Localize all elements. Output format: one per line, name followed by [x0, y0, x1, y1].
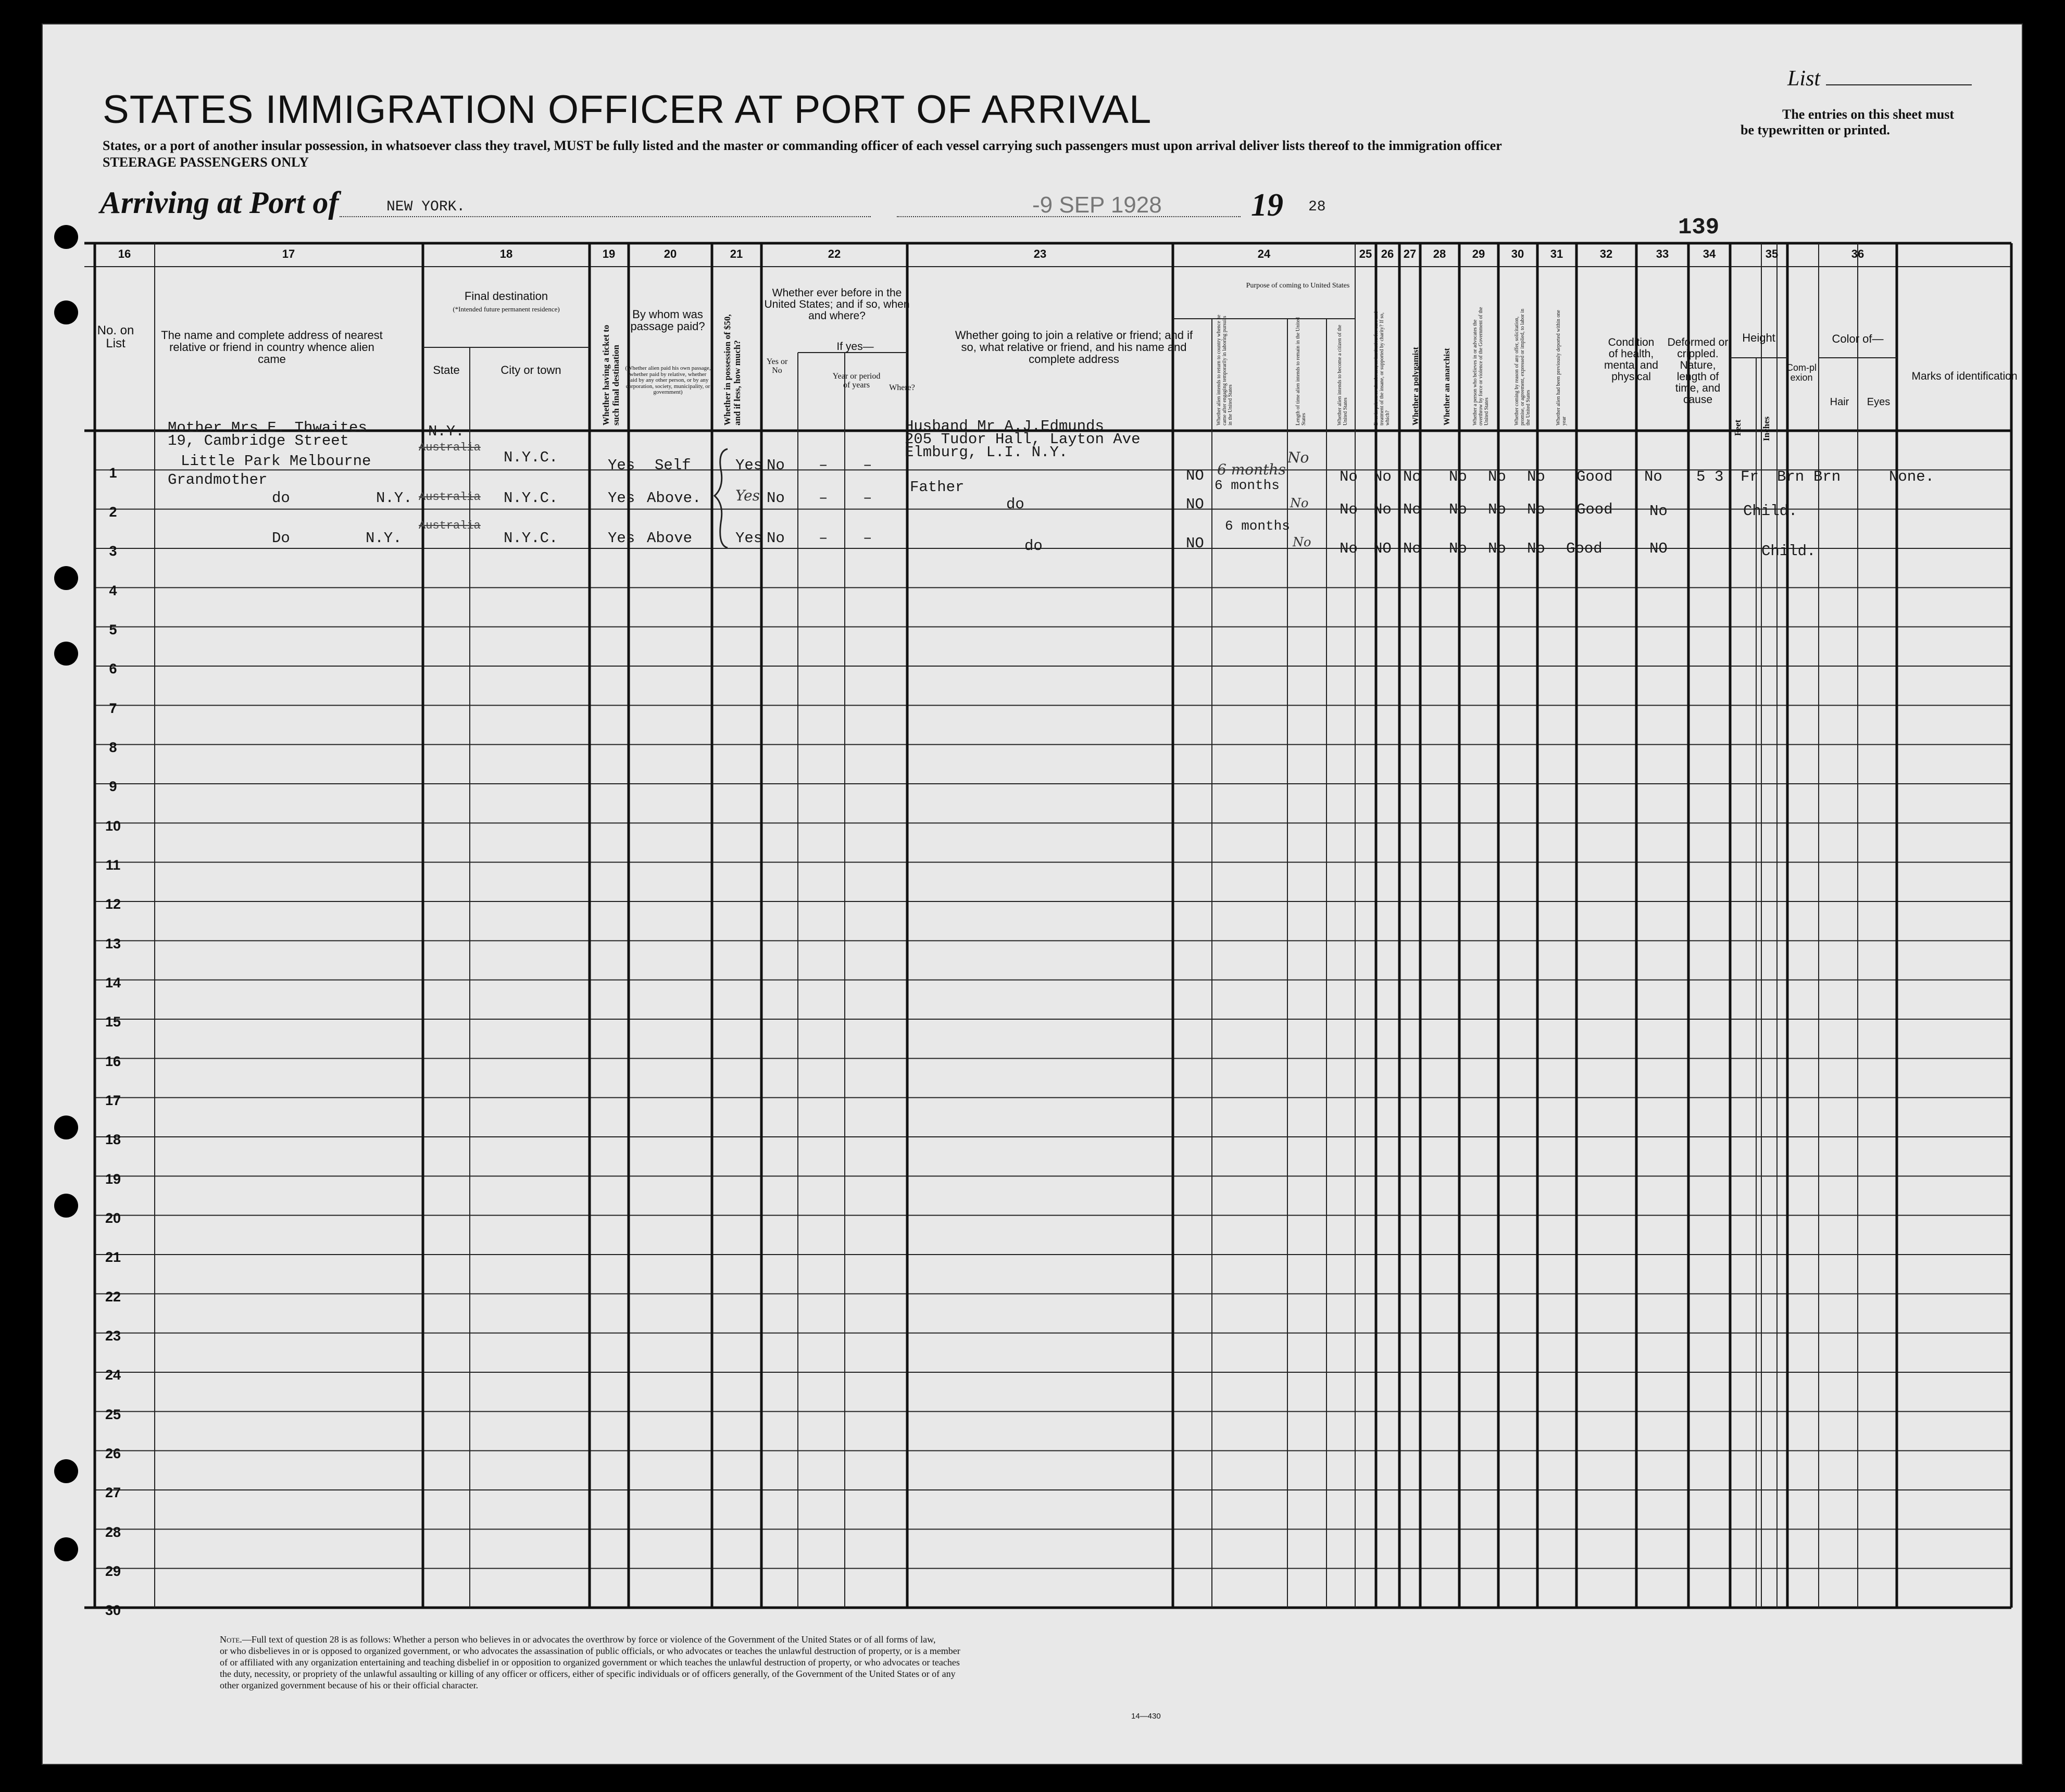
relative-name: Do	[272, 530, 290, 547]
joining-line: Father	[910, 479, 965, 496]
complexion: Child.	[1743, 503, 1798, 520]
header-where: Where?	[889, 383, 915, 392]
before-in-us: No	[767, 530, 785, 547]
q29: No	[1488, 468, 1506, 485]
fifty-dollars: Yes	[735, 457, 763, 474]
health: Good	[1576, 468, 1613, 485]
row-number: 10	[105, 818, 121, 834]
length-of-stay: 6 months	[1225, 518, 1290, 534]
header-passage-paid: By whom was passage paid?	[630, 308, 705, 333]
q29: No	[1488, 501, 1506, 518]
header-final-destination: Final destination	[464, 290, 548, 303]
brace-mark	[712, 446, 733, 550]
header-citizen: Whether alien intends to become a citizen of the United States	[1337, 324, 1348, 425]
where: –	[863, 490, 872, 507]
header-q30: Whether alien had been previously deported within one year	[1556, 310, 1567, 425]
dest-state-struck: Australia	[419, 491, 481, 504]
column-number: 17	[282, 247, 295, 260]
manifest-sheet	[42, 23, 2023, 1765]
manifest-grid	[43, 24, 2022, 1764]
header-height: Height	[1742, 331, 1775, 344]
citizen-intent: No	[1293, 535, 1311, 549]
row-number: 9	[109, 779, 117, 795]
joining-line: Elmburg, L.I. N.Y.	[905, 444, 1068, 461]
header-nearest-relative: The name and complete address of nearest relative or friend in country whence alien came	[161, 329, 383, 366]
row-number: 21	[105, 1249, 121, 1265]
row-number: 5	[109, 622, 117, 637]
ticket: Yes	[608, 530, 635, 547]
header-deformed: Deformed or crippled. Nature, length of time, and cause	[1667, 336, 1729, 406]
return-intent: NO	[1186, 467, 1204, 484]
column-number: 30	[1511, 247, 1524, 260]
dest-state: N.Y.	[366, 530, 402, 547]
header-state: State	[433, 364, 460, 377]
relative-do: do	[272, 490, 290, 507]
column-number: 26	[1381, 247, 1394, 260]
column-number: 33	[1656, 247, 1669, 260]
row-number: 24	[105, 1367, 121, 1383]
deformed: No	[1649, 503, 1668, 520]
column-number: 18	[499, 247, 513, 260]
years: –	[819, 530, 828, 547]
year-suffix: 28	[1308, 199, 1326, 215]
footer-note	[220, 1634, 1261, 1691]
row-number: 16	[105, 1053, 121, 1069]
ticket: Yes	[608, 490, 635, 507]
dest-state: N.Y.	[376, 490, 412, 507]
column-number: 24	[1257, 247, 1271, 260]
length-of-stay: 6 months	[1215, 478, 1280, 493]
row-number: 7	[109, 700, 117, 716]
header-before-in-us: Whether ever before in the United States; and if so, when and where?	[764, 287, 910, 322]
header-yes-no: Yes or No	[766, 357, 788, 375]
header-prison: Ever in prison or almshouse, or institution for care and treatment of the insane, or supported by charity? If so, which?	[1373, 311, 1391, 425]
before-in-us: No	[767, 457, 785, 474]
joining-line: 205 Tudor Hall, Layton Ave	[905, 431, 1141, 448]
length-of-stay: 6 months	[1217, 461, 1286, 478]
deformed: No	[1644, 468, 1662, 485]
q28: No	[1449, 468, 1467, 485]
before-in-us: No	[767, 490, 785, 507]
q28: No	[1449, 540, 1467, 557]
column-number: 20	[664, 247, 677, 260]
q30: No	[1527, 540, 1545, 557]
page-title: STATES IMMIGRATION OFFICER AT PORT OF ARRIVAL	[103, 87, 1152, 132]
row-number: 18	[105, 1132, 121, 1148]
row-number: 25	[105, 1406, 121, 1422]
health: Good	[1576, 501, 1613, 518]
identification-marks: None.	[1889, 468, 1935, 485]
row-number: 1	[109, 465, 117, 481]
header-passage-paid-sub: (Whether alien paid his own passage, whether paid by relative, whether paid by any other person, or by any corporation, society, municipality, or government)	[625, 365, 711, 396]
health: Good	[1566, 540, 1603, 557]
row-number: 12	[105, 896, 121, 912]
list-label-text: List	[1787, 67, 1821, 91]
header-marks: Marks of identification	[1911, 370, 2018, 382]
dest-state: N.Y.	[428, 423, 465, 440]
note-line: or who disbelieves in or is opposed to organized government, or who advocates the assassination of public officials, or who advocates or teaches the unlawful destruction of property, or is a member	[220, 1646, 960, 1656]
q30: No	[1527, 468, 1545, 485]
citizen-intent: No	[1290, 496, 1309, 510]
row-number: 22	[105, 1288, 121, 1305]
row-number: 8	[109, 740, 117, 755]
complexion: Child.	[1761, 543, 1816, 560]
ticket: Yes	[608, 457, 635, 474]
column-number: 28	[1433, 247, 1446, 260]
sheet-note-line: be typewritten or printed.	[1741, 122, 1890, 137]
steerage-label: STEERAGE PASSENGERS ONLY	[103, 155, 309, 170]
header-city: City or town	[500, 364, 561, 377]
year-prefix: 19	[1251, 187, 1283, 223]
joining-line: do	[1024, 537, 1043, 555]
relative-name: Grandmother	[168, 471, 268, 488]
years: –	[819, 490, 828, 507]
header-complexion: Com-plexion	[1786, 362, 1817, 383]
passage-paid-by: Self	[655, 457, 691, 474]
anarchist: No	[1403, 540, 1421, 557]
header-no-on-list: No. on List	[97, 323, 134, 351]
prison: No	[1340, 540, 1358, 557]
dest-state-struck: Australia	[419, 441, 481, 454]
sheet-note-line: The entries on this sheet must	[1782, 107, 1955, 122]
q28: No	[1449, 501, 1467, 518]
header-feet: Feet	[1733, 419, 1743, 436]
header-color-of: Color of—	[1832, 332, 1884, 345]
header-hair: Hair	[1830, 396, 1849, 408]
column-number: 27	[1403, 247, 1417, 260]
note-label: Note.—	[220, 1634, 252, 1645]
header-purpose: Purpose of coming to United States	[1246, 282, 1350, 290]
column-number: 35	[1765, 247, 1779, 260]
complexion: Fr	[1741, 468, 1759, 485]
return-intent: NO	[1186, 535, 1204, 552]
relative-street: 19, Cambridge Street	[168, 432, 349, 449]
row-number: 20	[105, 1210, 121, 1226]
passage-paid-by: Above	[647, 530, 693, 547]
form-number: 14—430	[1131, 1712, 1161, 1721]
note-line: of or affiliated with any organization entertaining and teaching disbelief in or opposition to organized government or which teaches the unlawful destruction of property, or who advocates or teaches	[220, 1657, 960, 1668]
header-q28: Whether a person who believes in or advocates the overthrow by force or violence of the Government of the United States	[1472, 307, 1490, 425]
return-intent: NO	[1186, 496, 1204, 513]
row-number: 23	[105, 1328, 121, 1344]
prison: No	[1340, 468, 1358, 485]
passage-paid-by: Above.	[647, 490, 702, 507]
row-number: 27	[105, 1485, 121, 1501]
polygamist: No	[1373, 501, 1392, 518]
years: –	[819, 457, 828, 474]
column-number: 32	[1599, 247, 1613, 260]
header-if-yes: If yes—	[836, 341, 874, 353]
dest-city: N.Y.C.	[504, 530, 558, 547]
joining-line: Husband Mr A.J.Edmunds	[905, 418, 1104, 435]
row-number: 11	[105, 857, 121, 873]
anarchist: No	[1403, 501, 1421, 518]
column-number: 31	[1550, 247, 1563, 260]
note-line: Full text of question 28 is as follows: Whether a person who believes in or advocates the overthrow by force or violence of the Government of the United States or of all forms of law,	[251, 1634, 936, 1645]
header-ticket: Whether having a ticket to such final destination	[601, 324, 621, 425]
header-q29: Whether coming by reason of any offer, solicitation, promise, or agreement, expressed or implied, to labor in the United States	[1514, 308, 1531, 425]
where: –	[863, 530, 872, 547]
joining-line: do	[1006, 496, 1024, 513]
dest-city: N.Y.C.	[504, 449, 558, 466]
instructions: States, or a port of another insular possession, in whatsoever class they travel, MUST be fully listed and the master or commanding officer of each vessel carrying such passengers must upon arrival deliver lists thereof to the immigration officer	[103, 138, 1502, 153]
column-number: 16	[118, 247, 131, 260]
column-number: 29	[1472, 247, 1485, 260]
header-length-of-stay: Length of time alien intends to remain in the United States	[1295, 317, 1307, 425]
note-line: other organized government because of his or their official character.	[220, 1680, 479, 1690]
date-stamp: -9 SEP 1928	[1032, 192, 1162, 218]
row-number: 30	[105, 1602, 121, 1619]
column-number: 23	[1033, 247, 1047, 260]
header-joining-relative: Whether going to join a relative or friend; and if so, what relative or friend, and his name and complete address	[955, 329, 1193, 366]
column-number: 25	[1359, 247, 1372, 260]
column-number: 21	[730, 247, 743, 260]
header-inches: Inches	[1761, 416, 1771, 441]
header-health: Condition of health, mental and physical	[1604, 336, 1658, 383]
citizen-intent: No	[1287, 449, 1309, 466]
q30: No	[1527, 501, 1545, 518]
header-return: Whether alien intends to return to country whence he came after engaging temporarily in laboring pursuits in the United States	[1216, 315, 1233, 425]
header-polygamist: Whether a polygamist	[1411, 347, 1420, 425]
height-feet: 5	[1696, 468, 1706, 485]
row-number: 2	[109, 504, 117, 520]
header-anarchist: Whether an anarchist	[1443, 348, 1451, 425]
row-number: 14	[105, 975, 121, 991]
row-number: 13	[105, 935, 121, 951]
port-name: NEW YORK.	[386, 199, 466, 215]
arriving-label: Arriving at Port of	[100, 185, 339, 220]
fifty-dollars: Yes	[735, 487, 760, 504]
q29: No	[1488, 540, 1506, 557]
header-eyes: Eyes	[1867, 396, 1891, 408]
eye-color: Brn	[1813, 468, 1841, 485]
row-number: 29	[105, 1563, 121, 1579]
row-number: 6	[109, 661, 117, 677]
dest-city: N.Y.C.	[504, 490, 558, 507]
where: –	[863, 457, 872, 474]
row-number: 4	[109, 582, 117, 598]
hair-color: Brn	[1777, 468, 1805, 485]
column-number: 34	[1703, 247, 1716, 260]
deformed: NO	[1649, 540, 1668, 557]
fifty-dollars: Yes	[735, 530, 763, 547]
row-number: 17	[105, 1093, 121, 1108]
prison: No	[1340, 501, 1358, 518]
relative-name: Mother Mrs E. Thwaites	[168, 419, 367, 436]
row-number: 26	[105, 1446, 121, 1461]
list-number: 139	[1678, 215, 1720, 241]
row-number: 19	[105, 1171, 121, 1187]
column-number: 36	[1851, 247, 1864, 260]
height-inches: 3	[1714, 468, 1724, 485]
note-line: the duty, necessity, or propriety of the unlawful assaulting or killing of any officer or officers, either of specific individuals or of officers generally, of the Government of the United States or of any	[220, 1669, 956, 1679]
relative-city: Little Park Melbourne	[181, 453, 371, 470]
column-number: 19	[602, 247, 616, 260]
row-number: 15	[105, 1014, 121, 1030]
dest-state-struck: Australia	[419, 519, 481, 532]
header-years: Year or period of years	[832, 372, 881, 390]
header-fifty-dollars: Whether in possession of $50, and if less, how much?	[722, 314, 742, 425]
header-final-destination-sub: (*Intended future permanent residence)	[453, 305, 560, 313]
row-number: 3	[109, 543, 117, 559]
polygamist: NO	[1373, 540, 1392, 557]
row-number: 28	[105, 1524, 121, 1540]
column-number: 22	[828, 247, 841, 260]
polygamist: No	[1373, 468, 1392, 485]
anarchist: No	[1403, 468, 1421, 485]
